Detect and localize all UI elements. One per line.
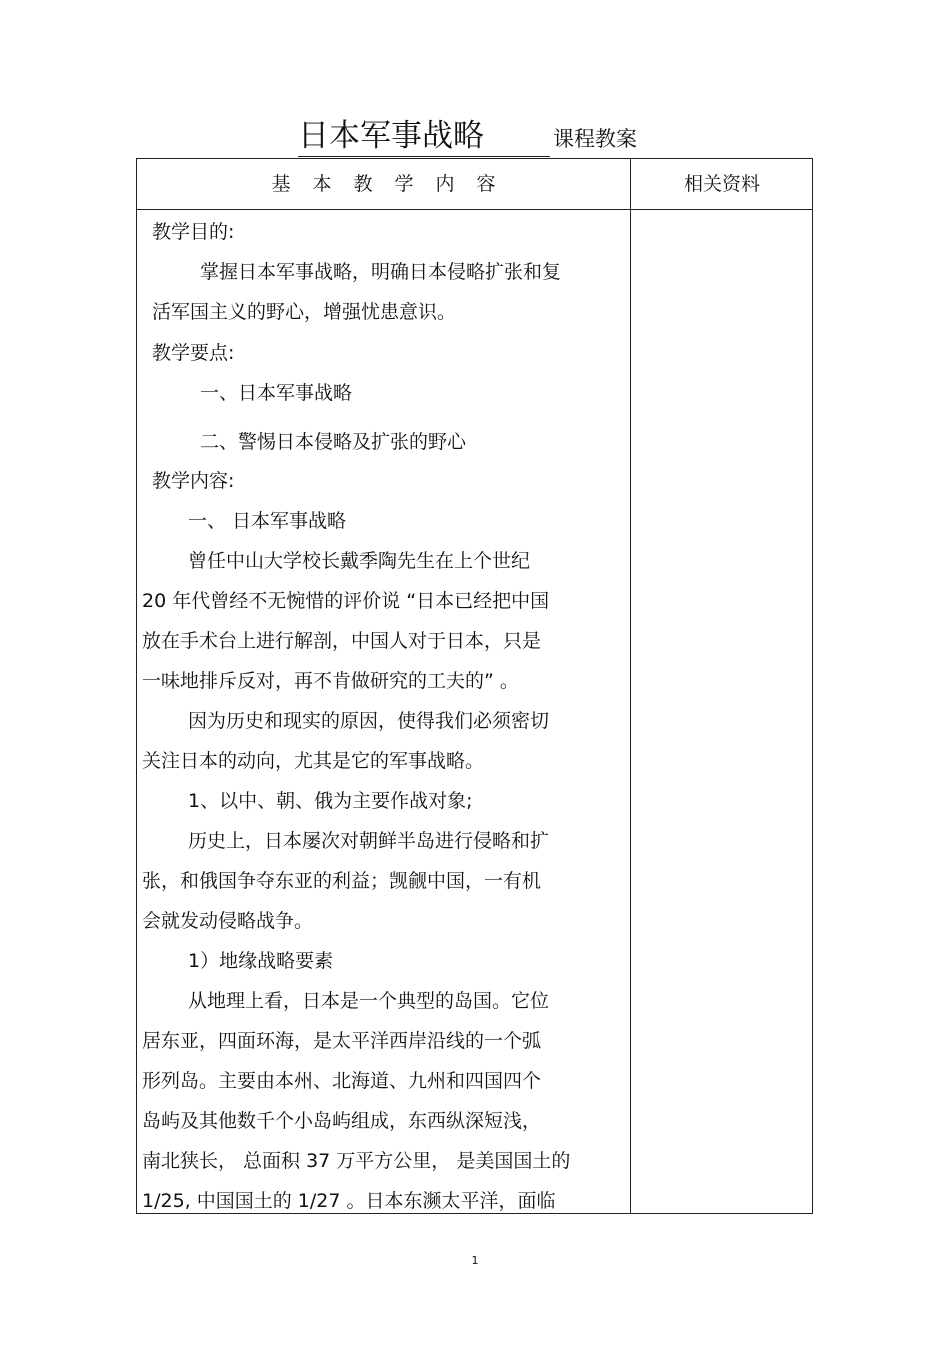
- content-line: 形列岛。主要由本州、北海道、九州和四国四个: [142, 1070, 542, 1092]
- content-line: 曾任中山大学校长戴季陶先生在上个世纪: [188, 550, 531, 572]
- content-line: 1/25, 中国国土的 1/27 。日本东濒太平洋，面临: [142, 1190, 556, 1212]
- content-line: 张，和俄国争夺东亚的利益；觊觎中国，一有机: [142, 870, 542, 892]
- content-line: 教学要点:: [152, 342, 235, 364]
- content-line: 1、以中、朝、俄为主要作战对象;: [188, 790, 473, 812]
- content-line: 20 年代曾经不无惋惜的评价说 “日本已经把中国: [142, 590, 550, 612]
- content-line: 居东亚，四面环海，是太平洋西岸沿线的一个弧: [142, 1030, 542, 1052]
- header-row-divider: [137, 209, 812, 210]
- content-line: 一味地排斥反对，再不肯做研究的工夫的” 。: [142, 670, 519, 692]
- content-line: 历史上，日本屡次对朝鲜半岛进行侵略和扩: [188, 830, 550, 852]
- column-header-content: 基本教学内容: [271, 173, 518, 195]
- content-line: 活军国主义的野心，增强忧患意识。: [152, 301, 457, 323]
- column-divider: [630, 159, 631, 1213]
- content-line: 二、警惕日本侵略及扩张的野心: [200, 431, 467, 453]
- content-line: 关注日本的动向，尤其是它的军事战略。: [142, 750, 485, 772]
- course-title: 日本军事战略: [298, 116, 550, 157]
- title-suffix: 课程教案: [553, 127, 637, 151]
- content-line: 放在手术台上进行解剖，中国人对于日本，只是: [142, 630, 542, 652]
- content-line: 会就发动侵略战争。: [142, 910, 314, 932]
- content-line: 教学目的:: [152, 221, 235, 243]
- content-line: 教学内容:: [152, 470, 235, 492]
- content-line: 一、日本军事战略: [200, 382, 353, 404]
- page-number: 1: [471, 1254, 479, 1267]
- content-line: 南北狭长， 总面积 37 万平方公里， 是美国国土的: [142, 1150, 571, 1172]
- column-header-references: 相关资料: [683, 173, 760, 195]
- content-line: 岛屿及其他数千个小岛屿组成，东西纵深短浅，: [142, 1110, 542, 1132]
- content-line: 一、 日本军事战略: [188, 510, 347, 532]
- content-line: 掌握日本军事战略，明确日本侵略扩张和复: [200, 261, 562, 283]
- content-line: 从地理上看，日本是一个典型的岛国。它位: [188, 990, 550, 1012]
- content-line: 1）地缘战略要素: [188, 950, 334, 972]
- content-line: 因为历史和现实的原因，使得我们必须密切: [188, 710, 550, 732]
